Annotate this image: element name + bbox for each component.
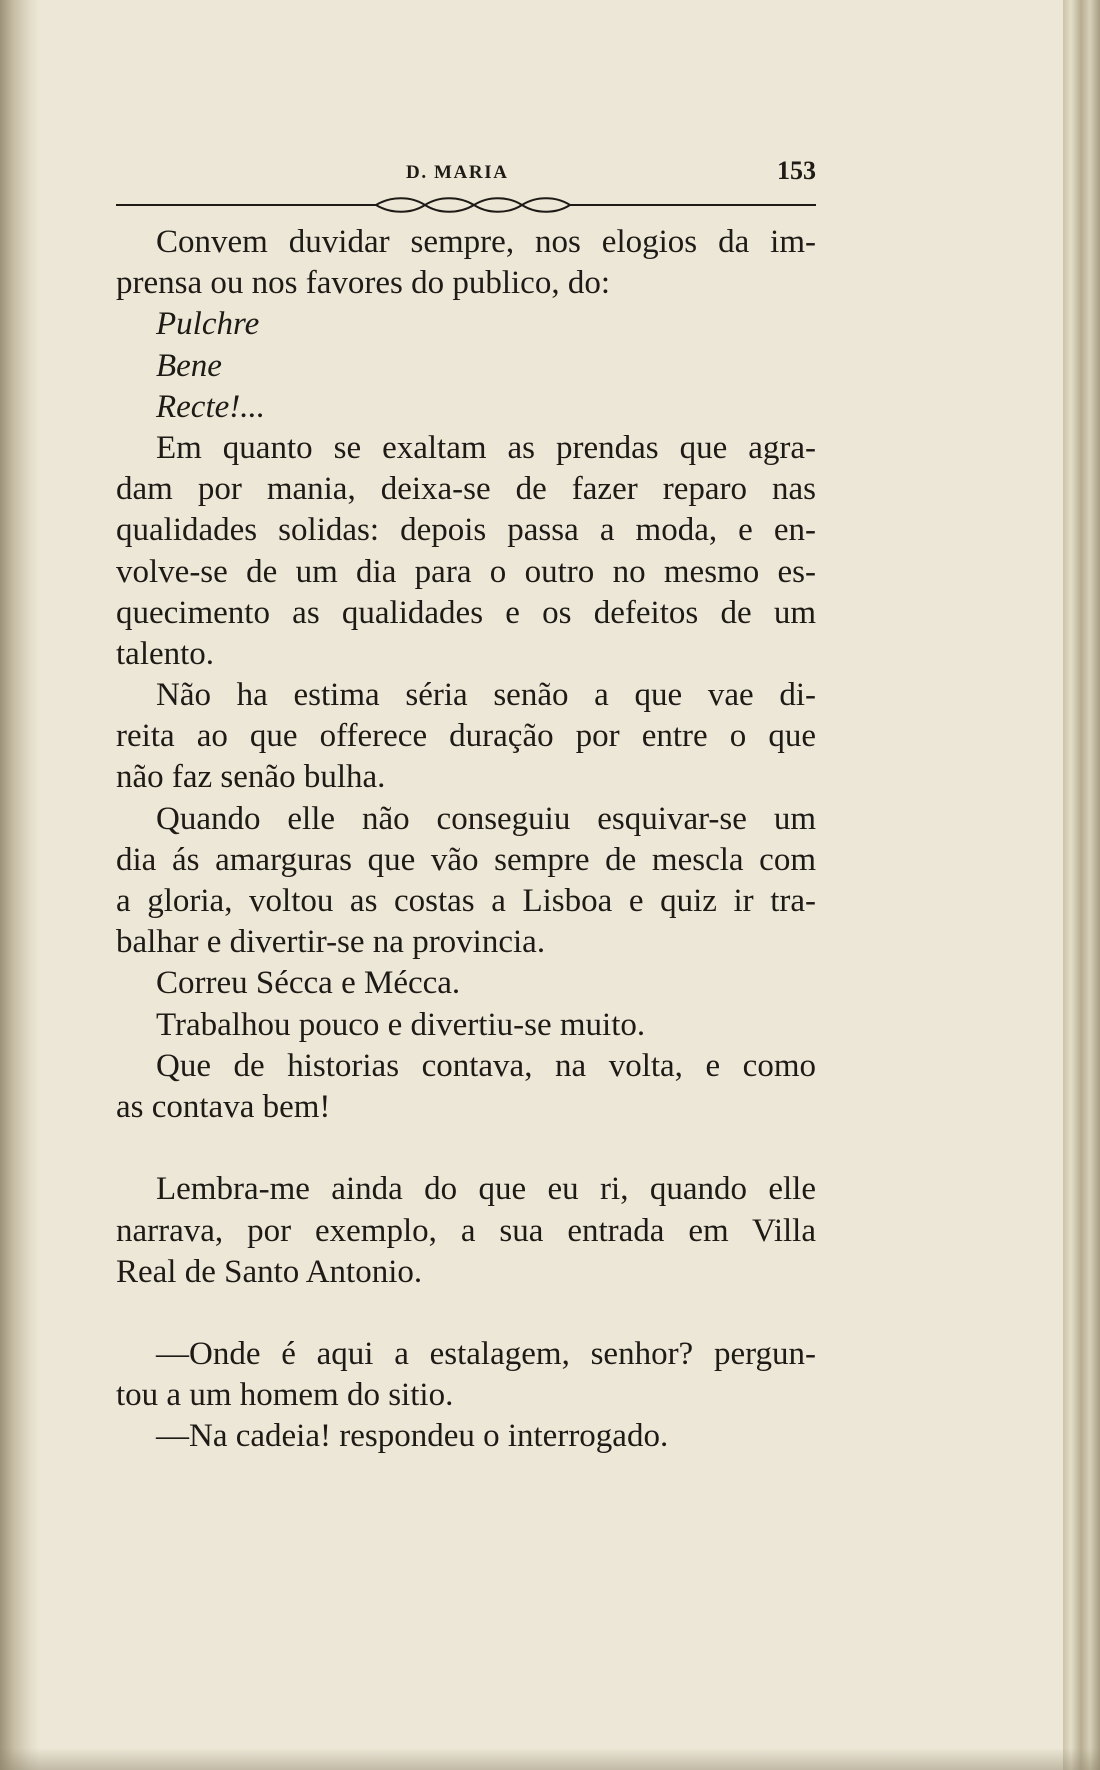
text-line: quecimento as qualidades e os defeitos de um [116,594,816,631]
text-line: Recte!... [156,388,266,425]
paragraph-gap [116,1128,816,1169]
running-title: D. MARIA [406,162,509,183]
text-line: Que de historias contava, na volta, e como [156,1047,816,1084]
text-line: a gloria, voltou as costas a Lisboa e quiz ir tra- [116,883,816,919]
text-line: —Onde é aqui a estalagem, senhor? pergun- [156,1336,816,1373]
text-line: Em quanto se exaltam as prendas que agra- [156,429,816,466]
text-line: balhar e divertir-se na provincia. [116,924,546,961]
text-line: Quando elle não conseguiu esquivar-se um [156,800,816,837]
text-line: —Na cadeia! respondeu o interrogado. [156,1418,669,1455]
text-line: Bene [156,347,222,384]
text-line: Não ha estima séria senão a que vae di- [156,677,816,714]
body-text [116,222,816,1458]
binding-gutter [0,0,40,1770]
text-line: Lembra-me ainda do que eu ri, quando elle [156,1171,816,1208]
page-edge [1063,0,1100,1770]
text-line: Pulchre [156,306,260,343]
text-line: tou a um homem do sitio. [116,1377,454,1414]
text-line: talento. [116,635,215,672]
text-line: prensa ou nos favores do publico, do: [116,265,610,302]
text-line: narrava, por exemplo, a sua entrada em Villa [116,1212,816,1249]
text-line: dam por mania, deixa-se de fazer reparo nas [116,471,816,508]
text-line: qualidades solidas: depois passa a moda, e en- [116,512,816,549]
text-line: não faz senão bulha. [116,759,386,796]
text-line: Real de Santo Antonio. [116,1253,423,1290]
text-line: Convem duvidar sempre, nos elogios da im- [156,224,816,260]
text-line: Trabalhou pouco e divertiu-se muito. [156,1006,646,1043]
text-line: Correu Sécca e Mécca. [156,965,461,1002]
text-line: as contava bem! [116,1088,331,1125]
page-number: 153 [777,156,816,185]
ornamental-rule [116,191,816,217]
text-line: dia ás amarguras que vão sempre de mescla com [116,841,816,878]
paragraph-gap [116,1293,816,1334]
text-line: volve-se de um dia para o outro no mesmo es- [116,553,816,590]
bottom-shadow [0,1748,1100,1770]
text-line: reita ao que offerece duração por entre o que [116,718,816,755]
page-header [116,158,816,188]
